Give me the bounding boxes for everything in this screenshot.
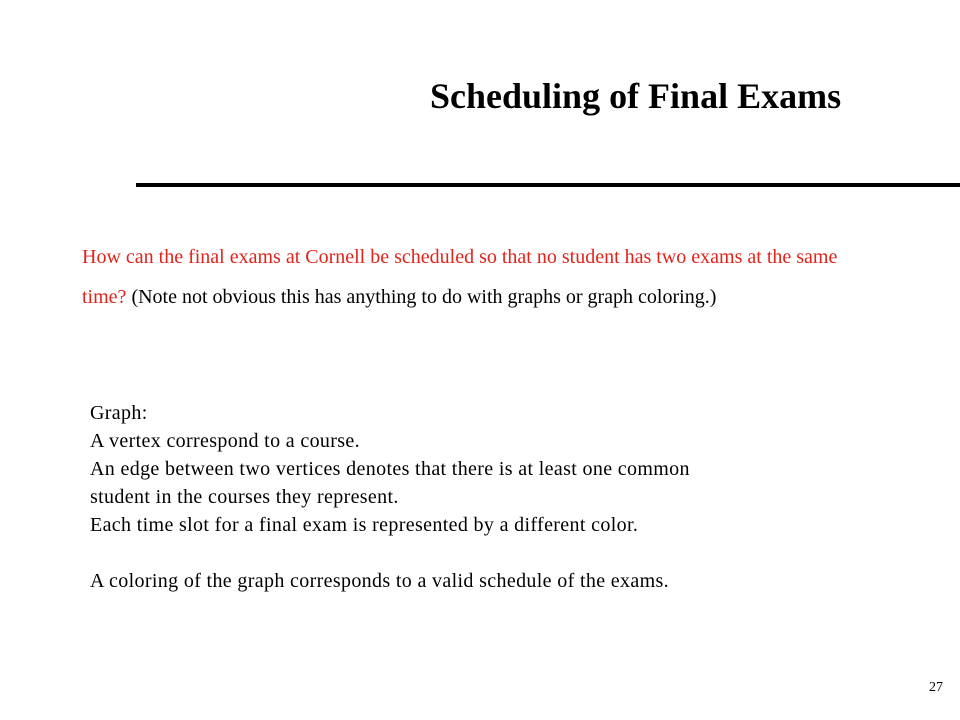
definition-line-vertex: A vertex correspond to a course. [90, 430, 360, 452]
definition-line-schedule: A coloring of the graph corresponds to a valid schedule of the exams. [90, 570, 669, 592]
definition-line-edge-continued: student in the courses they represent. [90, 486, 399, 508]
title-underline [136, 183, 960, 187]
definition-line-edge: An edge between two vertices denotes that there is at least one common [90, 458, 690, 480]
definition-line-color: Each time slot for a final exam is represented by a different color. [90, 514, 639, 536]
question-text: How can the final exams at Cornell be scheduled so that no student has two exams at the same time? [82, 246, 838, 308]
question-paragraph [82, 237, 882, 317]
definition-heading: Graph: [90, 402, 148, 424]
page-number: 27 [929, 680, 943, 695]
definition-spacer [90, 539, 900, 567]
graph-definition [90, 399, 900, 595]
slide-title: Scheduling of Final Exams [430, 76, 842, 116]
question-note: (Note not obvious this has anything to do with graphs or graph coloring.) [126, 286, 717, 308]
